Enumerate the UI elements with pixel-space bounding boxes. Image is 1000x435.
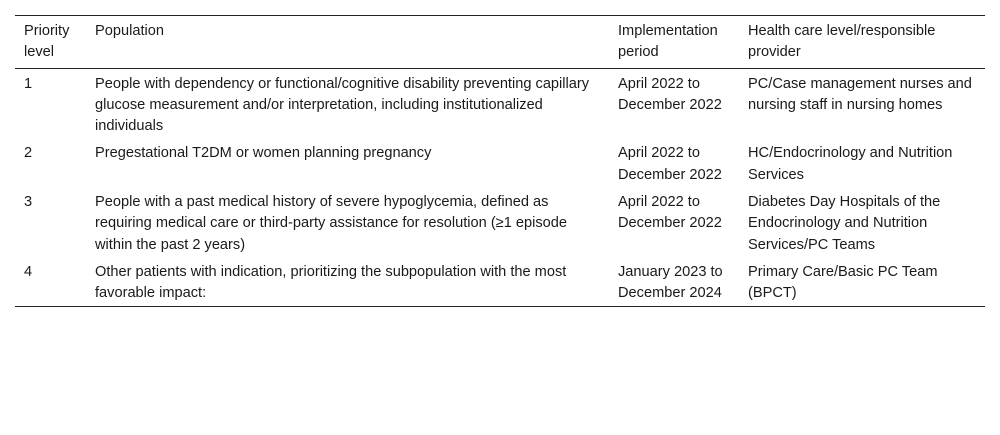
cell-population: People with dependency or functional/cognitive disability preventing capillary glucose measurement and/or interpretation, including institutionalized individuals: [95, 75, 590, 135]
table-body: [15, 68, 985, 306]
cell-priority-level: 3: [24, 194, 33, 211]
header-population: Population: [95, 23, 164, 39]
table-row: [15, 68, 985, 138]
cell-population: Other patients with indication, prioritizing the subpopulation with the most favorable impact:: [95, 263, 567, 302]
table-header: [15, 16, 985, 69]
cell-implementation-period: January 2023 to December 2024: [618, 263, 723, 302]
header-priority-level: Priority level: [24, 23, 70, 61]
table-row: [15, 138, 985, 187]
cell-implementation-period: April 2022 to December 2022: [618, 145, 722, 183]
header-implementation-period: Implementation period: [618, 23, 718, 61]
cell-provider: Primary Care/Basic PC Team (BPCT): [748, 263, 938, 302]
cell-population: Pregestational T2DM or women planning pregnancy: [95, 145, 432, 162]
cell-implementation-period: April 2022 to December 2022: [618, 75, 722, 113]
cell-priority-level: 1: [24, 75, 33, 92]
cell-provider: HC/Endocrinology and Nutrition Services: [748, 145, 953, 183]
cell-population: People with a past medical history of severe hypoglycemia, defined as requiring medical care or third-party assistance for resolution (≥1 episode within the past 2 years): [95, 194, 567, 253]
priority-table-container: [15, 15, 985, 307]
header-row: [15, 16, 985, 69]
cell-priority-level: 4: [24, 263, 33, 280]
cell-provider: PC/Case management nurses and nursing staff in nursing homes: [748, 75, 972, 113]
cell-implementation-period: April 2022 to December 2022: [618, 194, 722, 232]
priority-table: [15, 15, 985, 307]
table-row: [15, 257, 985, 306]
cell-provider: Diabetes Day Hospitals of the Endocrinology and Nutrition Services/PC Teams: [748, 194, 941, 253]
table-row: [15, 187, 985, 257]
cell-priority-level: 2: [24, 145, 33, 162]
header-provider: Health care level/responsible provider: [748, 23, 936, 61]
